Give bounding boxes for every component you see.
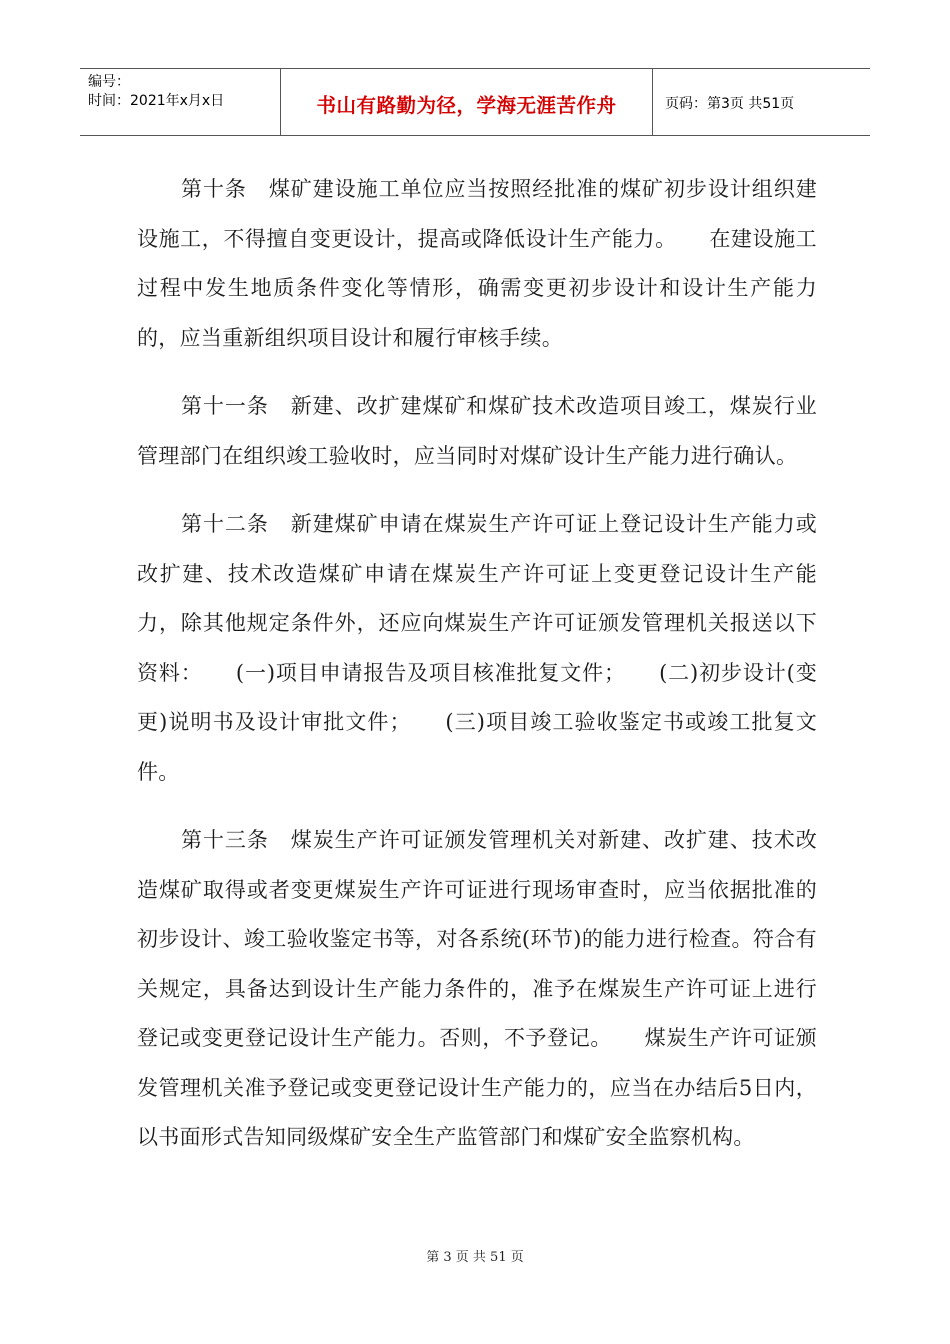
footer-page-number: 第 3 页 共 51 页 [426,1250,524,1265]
document-number-label: 编号： [88,74,130,90]
document-body [137,165,817,1182]
article-13-paragraph: 第十三条 煤炭生产许可证颁发管理机关对新建、改扩建、技术改造煤矿取得或者变更煤炭生产许可证进行现场审查时，应当依据批准的初步设计、竣工验收鉴定书等，对各系统(环节)的能力进行检查。符合有关规定，具备达到设计生产能力条件的，准予在煤炭生产许可证上进行登记或变更登记设计生产能力。否则，不予登记。 煤炭生产许可证颁发管理机关准予登记或变更登记设计生产能力的，应当在办结后5日内，以书面形式告知同级煤矿安全生产监管部门和煤矿安全监察机构。 [137,828,817,1149]
header-page-info: 页码：第3页 共51页 [665,96,795,112]
header-motto: 书山有路勤为径，学海无涯苦作舟 [316,94,617,117]
article-10-paragraph: 第十条 煤矿建设施工单位应当按照经批准的煤矿初步设计组织建设施工，不得擅自变更设计，提高或降低设计生产能力。 在建设施工过程中发生地质条件变化等情形，确需变更初步设计和设计生产能力的，应当重新组织项目设计和履行审核手续。 [137,177,817,350]
article-11-paragraph: 第十一条 新建、改扩建煤矿和煤矿技术改造项目竣工，煤炭行业管理部门在组织竣工验收时，应当同时对煤矿设计生产能力进行确认。 [137,394,817,468]
document-date: 时间：2021年x月x日 [88,93,225,109]
header-page-info-cell [653,69,870,135]
page-header [80,68,870,136]
header-meta [80,69,281,135]
page-footer [0,1246,950,1265]
header-motto-cell [281,69,653,135]
article-12-paragraph: 第十二条 新建煤矿申请在煤炭生产许可证上登记设计生产能力或改扩建、技术改造煤矿申请在煤炭生产许可证上变更登记设计生产能力，除其他规定条件外，还应向煤炭生产许可证颁发管理机关报送以下资料： (一)项目申请报告及项目核准批复文件； (二)初步设计(变更)说明书及设计审批文件； (三)项目竣工验收鉴定书或竣工批复文件。 [137,512,817,784]
